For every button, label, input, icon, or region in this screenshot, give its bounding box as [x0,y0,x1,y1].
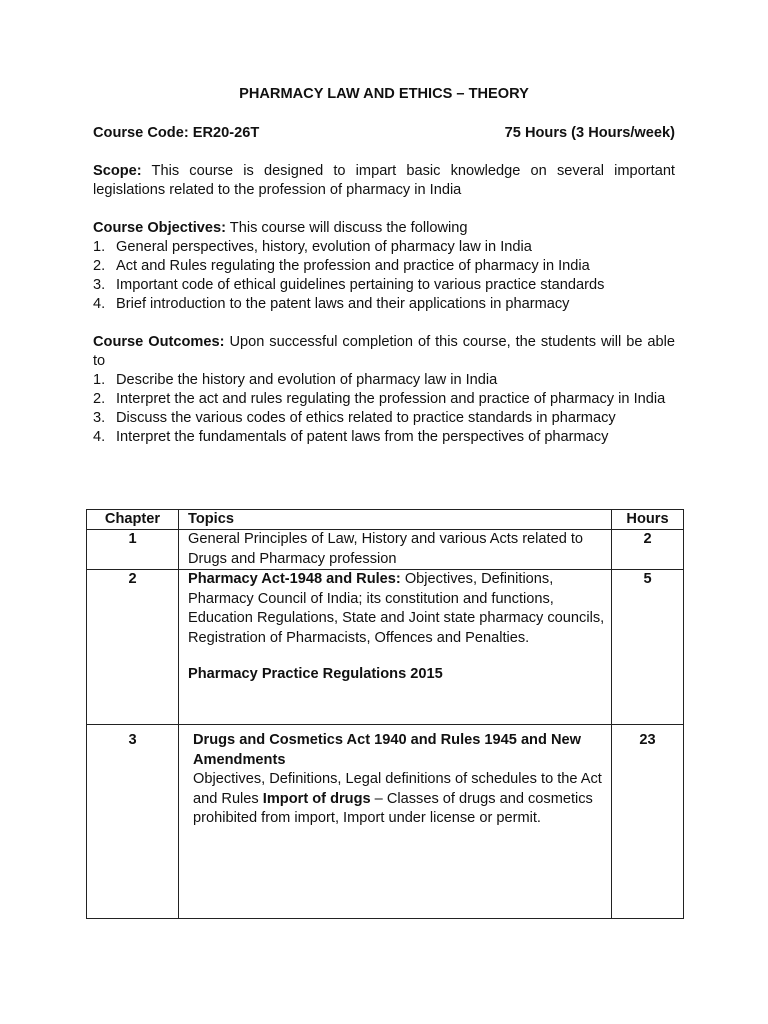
scope-label: Scope: [93,163,142,179]
list-number: 2. [93,258,106,274]
list-number: 3. [93,410,106,426]
list-text: Describe the history and evolution of pharmacy law in India [116,372,498,388]
topics-cell: General Principles of Law, History and various Acts related to Drugs and Pharmacy profession [179,530,612,570]
topic-text: Objectives, Definitions, Legal definitions of schedules to the Act and Rules [193,771,602,807]
hours-cell: 2 [612,530,684,570]
topic-heading: Pharmacy Act-1948 and Rules: [188,571,401,587]
table-header-row [87,510,684,530]
hours-cell: 23 [612,725,684,919]
topic-text: Objectives, Definitions, Pharmacy Council of India; its constitution and functions, Education Regulations, State and Joint state pharmacy councils, Registration of Pharmacists, Offences and Penalties. [188,571,605,646]
table-row [87,530,684,570]
list-item [93,238,675,257]
scope-text: This course is designed to impart basic knowledge on several important legislations related to the profession of pharmacy in India [93,163,675,198]
list-item [93,295,675,314]
header-chapter: Chapter [87,510,179,530]
topics-cell [179,725,612,919]
outcomes-intro [93,333,675,371]
table-row [87,725,684,919]
list-text: Interpret the act and rules regulating the profession and practice of pharmacy in India [116,391,666,407]
syllabus-table [86,509,684,919]
list-number: 1. [93,372,106,388]
list-number: 4. [93,296,106,312]
list-item [93,409,675,428]
list-text: General perspectives, history, evolution of pharmacy law in India [116,239,532,255]
page-title: PHARMACY LAW AND ETHICS – THEORY [239,86,529,102]
scope-paragraph [93,162,675,200]
table-row [87,570,684,725]
list-text: Act and Rules regulating the profession and practice of pharmacy in India [116,258,590,274]
outcomes-intro-text: Upon successful completion of this course, the students will be able to [93,334,676,369]
document-page [93,85,675,447]
objectives-intro-text: This course will discuss the following [226,220,468,236]
course-hours: 75 Hours (3 Hours/week) [504,125,675,141]
list-text: Discuss the various codes of ethics related to practice standards in pharmacy [116,410,616,426]
objectives-list [93,238,675,314]
topic-inline-heading: Import of drugs [262,790,371,807]
list-item [93,371,675,390]
outcomes-list [93,371,675,447]
objectives-intro [93,219,675,238]
list-text: Brief introduction to the patent laws and their applications in pharmacy [116,296,570,312]
hours-cell: 5 [612,570,684,725]
list-text: Important code of ethical guidelines pertaining to various practice standards [116,277,605,293]
list-item [93,390,675,409]
course-info-row [93,124,675,143]
list-text: Interpret the fundamentals of patent laws from the perspectives of pharmacy [116,429,609,445]
list-item [93,428,675,447]
topic-heading: Drugs and Cosmetics Act 1940 and Rules 1945 and New Amendments [193,732,581,768]
chapter-cell: 1 [87,530,179,570]
list-number: 3. [93,277,106,293]
list-number: 1. [93,239,106,255]
outcomes-label: Course Outcomes: [93,334,225,350]
topic-text-continued: – Classes of drugs and cosmetics prohibited from import, Import under license or permit. [193,790,593,826]
list-item [93,257,675,276]
course-code: Course Code: ER20-26T [93,125,260,141]
objectives-label: Course Objectives: [93,220,227,236]
list-number: 2. [93,391,106,407]
chapter-cell: 2 [87,570,179,725]
chapter-cell: 3 [87,725,179,919]
topics-cell [179,570,612,725]
list-number: 4. [93,429,106,445]
header-topics: Topics [179,510,612,530]
list-item [93,276,675,295]
topic-subheading: Pharmacy Practice Regulations 2015 [188,666,443,682]
header-hours: Hours [612,510,684,530]
